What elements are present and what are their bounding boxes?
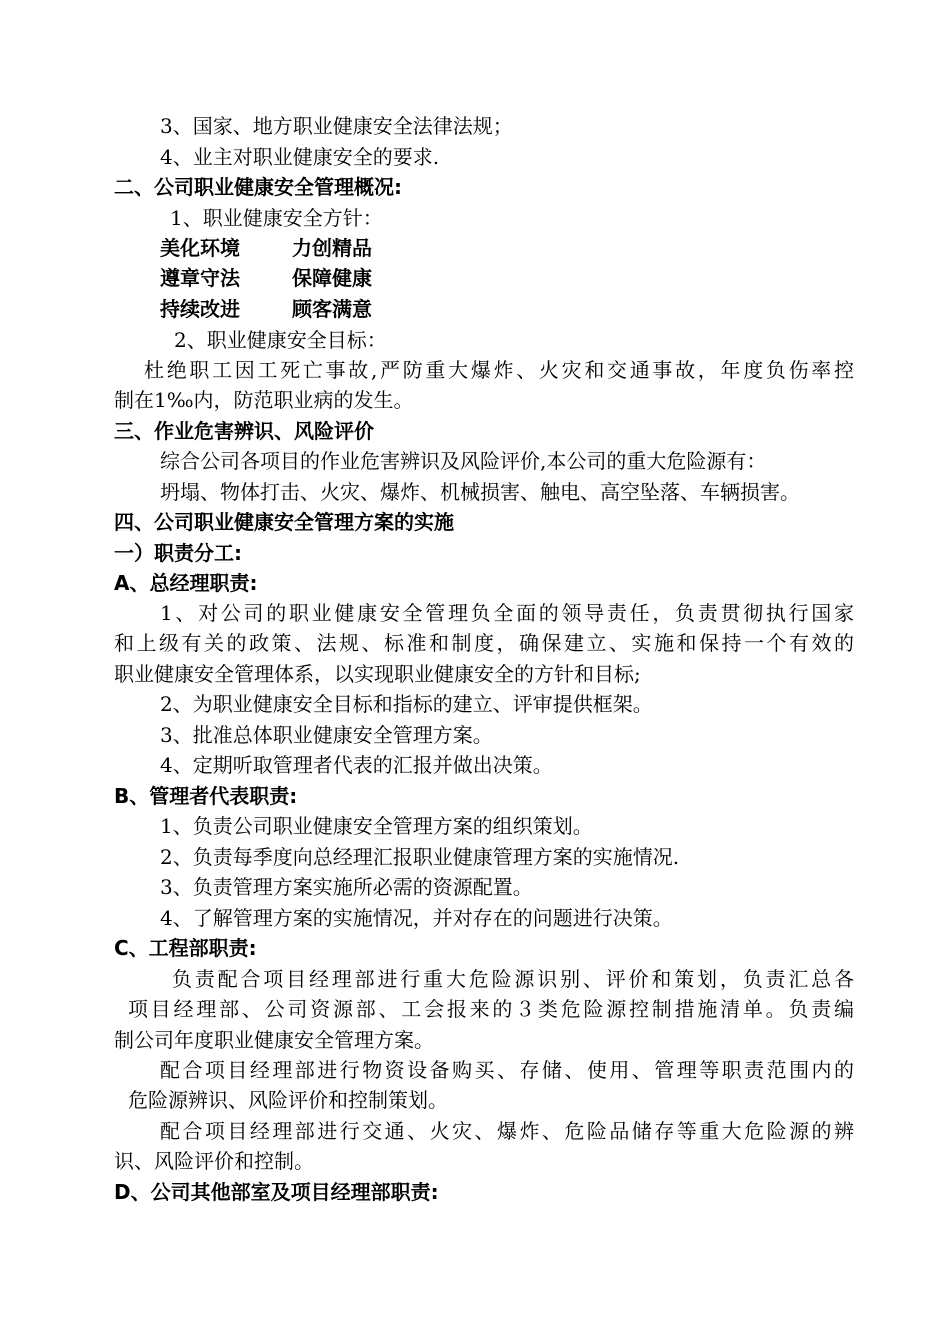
paragraph-line: 配合项目经理部进行交通、火灾、爆炸、危险品储存等重大危险源的辨 <box>160 1119 854 1143</box>
paragraph-line: 制在1‰内，防范职业病的发生。 <box>114 388 414 412</box>
paragraph-line: 和上级有关的政策、法规、标准和制度，确保建立、实施和保持一个有效的 <box>114 631 854 655</box>
role-heading-d: D、公司其他部室及项目经理部职责: <box>114 1180 439 1204</box>
section-3-heading: 三、作业危害辨识、风险评价 <box>114 419 374 443</box>
policy-subheading: 1、职业健康安全方针： <box>170 206 383 230</box>
policy-phrase: 力创精品 <box>292 236 372 260</box>
paragraph-line: 危险源辨识、风险评价和控制策划。 <box>128 1088 448 1112</box>
list-item: 2、为职业健康安全目标和指标的建立、评审提供框架。 <box>160 692 653 716</box>
paragraph-line: 1、对公司的职业健康安全管理负全面的领导责任，负责贯彻执行国家 <box>160 601 854 625</box>
paragraph-line: 综合公司各项目的作业危害辨识及风险评价,本公司的重大危险源有： <box>160 449 767 473</box>
paragraph-line: 杜绝职工因工死亡事故,严防重大爆炸、火灾和交通事故，年度负伤率控 <box>144 358 854 382</box>
law-item-3: 3、国家、地方职业健康安全法律法规； <box>160 114 513 138</box>
paragraph-line: 识、风险评价和控制。 <box>114 1149 314 1173</box>
list-item: 3、批准总体职业健康安全管理方案。 <box>160 723 493 747</box>
paragraph-line: 配合项目经理部进行物资设备购买、存储、使用、管理等职责范围内的 <box>160 1058 854 1082</box>
role-heading-c: C、工程部职责: <box>114 936 257 960</box>
list-item: 3、负责管理方案实施所必需的资源配置。 <box>160 875 533 899</box>
policy-phrase: 美化环境 <box>160 236 240 260</box>
list-item: 1、负责公司职业健康安全管理方案的组织策划。 <box>160 814 593 838</box>
role-heading-b: B、管理者代表职责: <box>114 784 298 808</box>
subsection-heading: 一）职责分工: <box>114 541 242 565</box>
policy-phrase: 顾客满意 <box>292 297 372 321</box>
law-item-4: 4、业主对职业健康安全的要求. <box>160 145 440 169</box>
policy-phrase: 遵章守法 <box>160 266 240 290</box>
paragraph-line: 项目经理部、公司资源部、工会报来的３类危险源控制措施清单。负责编 <box>128 997 854 1021</box>
list-item: 4、了解管理方案的实施情况，并对存在的问题进行决策。 <box>160 906 673 930</box>
section-2-heading: 二、公司职业健康安全管理概况: <box>114 175 402 199</box>
policy-phrase: 保障健康 <box>292 266 372 290</box>
paragraph-line: 职业健康安全管理体系，以实现职业健康安全的方针和目标; <box>114 662 641 686</box>
role-heading-a: A、总经理职责: <box>114 571 258 595</box>
section-4-heading: 四、公司职业健康安全管理方案的实施 <box>114 510 454 534</box>
paragraph-line: 制公司年度职业健康安全管理方案。 <box>114 1028 434 1052</box>
list-item: 2、负责每季度向总经理汇报职业健康管理方案的实施情况. <box>160 845 680 869</box>
policy-phrase: 持续改进 <box>160 297 240 321</box>
list-item: 4、定期听取管理者代表的汇报并做出决策。 <box>160 753 553 777</box>
objective-subheading: 2、职业健康安全目标： <box>174 328 387 352</box>
paragraph-line: 坍塌、物体打击、火灾、爆炸、机械损害、触电、高空坠落、车辆损害。 <box>160 480 800 504</box>
paragraph-line: 负责配合项目经理部进行重大危险源识别、评价和策划，负责汇总各 <box>172 967 854 991</box>
